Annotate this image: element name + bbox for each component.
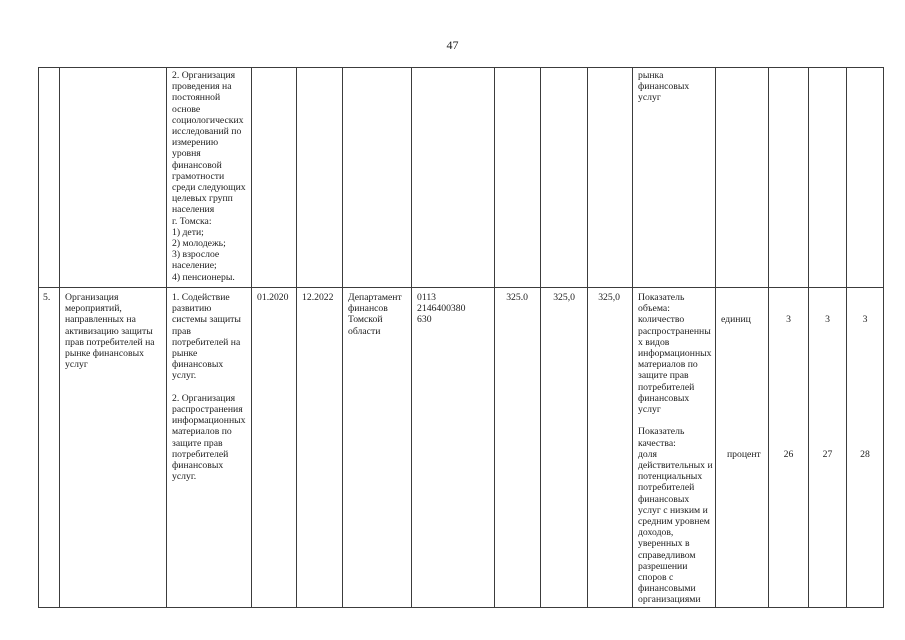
text-line: организациями <box>638 594 701 606</box>
text-line: проведения на <box>172 81 232 93</box>
text-line: 4) пенсионеры. <box>172 271 235 283</box>
text-paragraph <box>172 292 248 382</box>
indicators-text <box>638 70 712 104</box>
page-number: 47 <box>446 38 459 52</box>
text-line: потребителей <box>638 381 695 393</box>
measures-text <box>172 70 248 283</box>
text-line: население; <box>172 260 217 272</box>
text-line: защите прав <box>172 437 223 449</box>
budget-code-cell <box>412 288 495 608</box>
text-line: постоянной <box>172 92 221 104</box>
text-line: информационных <box>172 415 246 427</box>
text-line: уверенных в <box>638 538 690 550</box>
text-line: х видов <box>638 336 670 348</box>
target-value: 3 <box>862 314 868 326</box>
measures-cell <box>167 68 252 288</box>
budget-code-text <box>417 292 491 326</box>
unit-cell <box>716 288 769 608</box>
text-line: рынке финансовых <box>65 348 144 360</box>
text-line: 1) дети; <box>172 226 204 238</box>
text-line: потребителей <box>638 482 695 494</box>
text-line: Показатель <box>638 292 685 303</box>
text-line: защите прав <box>638 370 689 382</box>
text-line: Департамент <box>348 292 402 303</box>
empty-cell <box>769 68 809 288</box>
text-line: споров с <box>638 572 674 584</box>
text-line: услуг. <box>172 471 197 483</box>
text-line: грамотности <box>172 170 225 182</box>
text-line: исследований по <box>172 126 242 138</box>
target-value: 3 <box>786 314 791 326</box>
indicators-cell <box>633 288 716 608</box>
empty-cell <box>412 68 495 288</box>
text-line: финансовых <box>172 359 224 371</box>
text-paragraph <box>638 292 712 415</box>
text-paragraph <box>172 70 248 283</box>
text-line: населения <box>172 204 215 216</box>
text-line: информационных <box>638 348 712 360</box>
text-line: доля <box>638 448 657 460</box>
end-date-cell <box>297 288 343 608</box>
text-line: услуг с низким и <box>638 504 708 516</box>
empty-cell <box>252 68 297 288</box>
text-paragraph <box>172 393 248 483</box>
item-name-cell <box>60 288 167 608</box>
amount-cell <box>588 288 633 608</box>
start-date: 01.2020 <box>257 292 289 303</box>
program-table <box>38 67 884 608</box>
empty-cell <box>60 68 167 288</box>
text-line: 2146400380 <box>417 303 466 315</box>
text-line: Организация <box>65 292 119 303</box>
text-line: Томской <box>348 314 383 326</box>
text-line: прав потребителей на <box>65 336 155 348</box>
end-date: 12.2022 <box>302 292 334 303</box>
text-line: системы защиты <box>172 314 241 326</box>
indicators-text <box>638 292 712 606</box>
target-cell <box>847 288 884 608</box>
text-line: действительных и <box>638 460 713 472</box>
text-line: прав <box>172 325 191 337</box>
empty-cell <box>39 68 60 288</box>
table-row <box>39 288 884 608</box>
table-row <box>39 68 884 288</box>
amount-cell <box>495 288 541 608</box>
empty-cell <box>541 68 588 288</box>
text-paragraph <box>638 70 712 104</box>
text-line: финансов <box>348 303 388 315</box>
text-line: доходов, <box>638 527 674 539</box>
item-name-text <box>65 292 163 370</box>
text-line: финансовых <box>638 81 690 93</box>
text-line: материалов по <box>638 359 698 371</box>
empty-cell <box>297 68 343 288</box>
indicators-cell <box>633 68 716 288</box>
text-line: услуг. <box>172 370 197 382</box>
executor-cell <box>343 288 412 608</box>
text-line: области <box>348 325 381 337</box>
target-value: 28 <box>860 448 870 460</box>
text-line: г. Томска: <box>172 215 212 227</box>
text-line: мероприятий, <box>65 303 122 315</box>
text-line: 1. Содействие <box>172 292 230 303</box>
start-date-cell <box>252 288 297 608</box>
unit-label: единиц <box>721 314 751 326</box>
text-line: 630 <box>417 314 432 326</box>
text-line: финансовых <box>172 460 224 472</box>
text-line: объема: <box>638 303 670 315</box>
text-line: услуг <box>638 92 661 104</box>
empty-cell <box>343 68 412 288</box>
text-line: финансовых <box>638 392 690 404</box>
text-line: потребителей <box>172 448 229 460</box>
text-line: 2) молодежь; <box>172 238 226 250</box>
text-line: качества: <box>638 437 676 449</box>
text-line: рынке <box>172 348 198 360</box>
text-line: количество <box>638 314 685 326</box>
text-line: распространенны <box>638 325 711 337</box>
text-line: финансовой <box>172 159 222 171</box>
text-line: потребителей на <box>172 336 241 348</box>
target-cell <box>769 288 809 608</box>
text-line: развитию <box>172 303 212 315</box>
empty-cell <box>495 68 541 288</box>
text-line: основе <box>172 103 201 115</box>
text-line: среди следующих <box>172 182 246 194</box>
text-line: 2. Организация <box>172 70 236 81</box>
empty-cell <box>809 68 847 288</box>
empty-cell <box>716 68 769 288</box>
measures-cell <box>167 288 252 608</box>
text-line: 3) взрослое <box>172 249 220 261</box>
text-line: финансовыми <box>638 583 696 595</box>
text-line: услуг <box>65 359 88 371</box>
empty-cell <box>588 68 633 288</box>
text-line: социологических <box>172 114 244 126</box>
target-value: 3 <box>825 314 830 326</box>
text-line: активизацию защиты <box>65 325 153 337</box>
text-line: распространения <box>172 404 243 416</box>
text-line: материалов по <box>172 426 232 438</box>
text-line: разрешении <box>638 560 688 572</box>
amount-value: 325,0 <box>598 292 620 303</box>
text-line: 0113 <box>417 292 437 303</box>
text-line: направленных на <box>65 314 136 326</box>
text-paragraph <box>638 426 712 605</box>
text-line: целевых групп <box>172 193 233 205</box>
text-line: финансовых <box>638 493 690 505</box>
text-line: справедливом <box>638 549 696 561</box>
text-line: 2. Организация <box>172 392 236 404</box>
target-cell <box>809 288 847 608</box>
text-line: уровня <box>172 148 201 160</box>
text-line: средним уровнем <box>638 516 710 528</box>
item-number-cell <box>39 288 60 608</box>
text-line: потенциальных <box>638 471 703 483</box>
text-line: рынка <box>638 70 664 81</box>
item-number: 5. <box>43 292 51 303</box>
text-line: Показатель <box>638 426 685 438</box>
empty-cell <box>847 68 884 288</box>
measures-text <box>172 292 248 482</box>
amount-cell <box>541 288 588 608</box>
amount-value: 325,0 <box>553 292 575 303</box>
amount-value: 325.0 <box>506 292 528 303</box>
unit-label: процент <box>727 448 761 460</box>
target-value: 27 <box>822 448 833 460</box>
text-line: услуг <box>638 404 661 416</box>
target-value: 26 <box>783 448 794 460</box>
executor-text <box>348 292 408 337</box>
text-line: измерению <box>172 137 219 149</box>
